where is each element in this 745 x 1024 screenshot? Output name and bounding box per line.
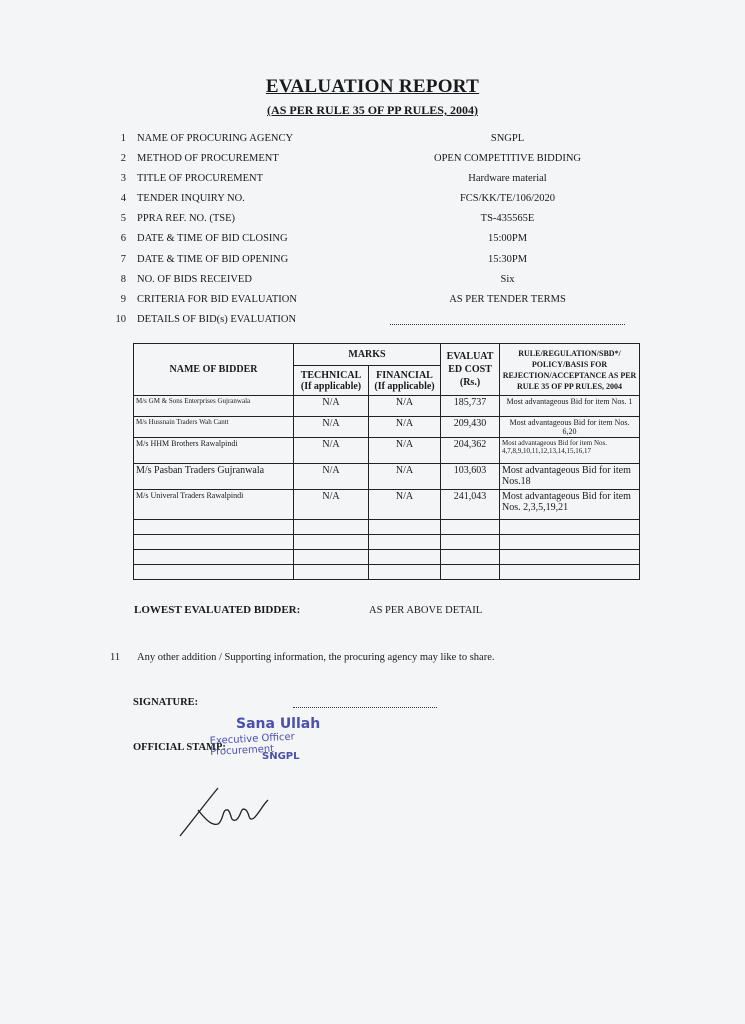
report-title: EVALUATION REPORT	[265, 76, 480, 97]
bid-evaluation-table	[133, 343, 640, 580]
field-label: DATE & TIME OF BID CLOSING	[137, 233, 288, 244]
financial-mark: N/A	[369, 438, 441, 464]
field-number: 7	[120, 254, 126, 265]
header-rule-basis: RULE/REGULATION/SBD*/ POLICY/BASIS FOR REJECTION/ACCEPTANCE AS PER RULE 35 OF PP RULES, 2004	[500, 344, 640, 396]
field-row-ppra-ref	[0, 213, 745, 231]
field-label: NO. OF BIDS RECEIVED	[137, 274, 252, 285]
stamp-designation: Executive Officer Procurement	[209, 731, 296, 758]
field-number: 2	[120, 153, 126, 164]
bidder-name: M/s GM & Sons Enterprises Gujranwala	[134, 396, 294, 417]
financial-mark: N/A	[369, 490, 441, 520]
field-number: 3	[120, 173, 126, 184]
basis: Most advantageous Bid for item Nos. 1	[500, 396, 640, 417]
signature-label: SIGNATURE:	[133, 697, 199, 708]
bidder-name: M/s Pasban Traders Gujranwala	[134, 464, 294, 490]
header-technical-label: TECHNICAL	[300, 369, 362, 381]
basis: Most advantageous Bid for item Nos. 4,7,8,9,10,11,12,13,14,15,16,17	[500, 438, 640, 464]
field-number: 4	[120, 193, 126, 204]
field-label: NAME OF PROCURING AGENCY	[137, 133, 294, 144]
field-number: 10	[115, 314, 126, 325]
field-number: 11	[110, 652, 121, 663]
field-value: FCS/KK/TE/106/2020	[459, 193, 556, 204]
field-number: 6	[120, 233, 126, 244]
field-label: PPRA REF. NO. (TSE)	[137, 213, 236, 224]
table-row-empty	[134, 565, 640, 580]
header-bidder: NAME OF BIDDER	[134, 344, 294, 396]
header-cost-line-2: ED COST	[448, 364, 492, 375]
field-row-title	[0, 173, 745, 191]
header-technical	[294, 366, 369, 396]
additional-info-label: Any other addition / Supporting information, the procuring agency may like to share.	[137, 652, 495, 663]
basis: Most advantageous Bid for item Nos. 2,3,5,19,21	[500, 490, 640, 520]
table-row	[134, 438, 640, 464]
lowest-bidder-label: LOWEST EVALUATED BIDDER:	[134, 604, 301, 616]
header-financial-label: FINANCIAL	[376, 369, 433, 381]
field-label: DATE & TIME OF BID OPENING	[137, 254, 289, 265]
financial-mark: N/A	[369, 396, 441, 417]
lowest-bidder-value: AS PER ABOVE DETAIL	[369, 605, 483, 616]
stamp-org: SNGPL	[262, 751, 300, 762]
field-value: AS PER TENDER TERMS	[449, 294, 566, 305]
bidder-name: M/s Univeral Traders Rawalpindi	[134, 490, 294, 520]
technical-mark: N/A	[294, 438, 369, 464]
field-value: Six	[500, 274, 515, 285]
field-value: TS-435565E	[480, 213, 535, 224]
field-row-bid-closing	[0, 233, 745, 251]
table-row-empty	[134, 550, 640, 565]
field-row-procuring-agency	[0, 133, 745, 151]
technical-mark: N/A	[294, 490, 369, 520]
field-value: 15:00PM	[487, 233, 528, 244]
technical-mark: N/A	[294, 417, 369, 438]
field-value: SNGPL	[490, 133, 525, 144]
field-row-bid-opening	[0, 254, 745, 272]
field-label: TITLE OF PROCUREMENT	[137, 173, 263, 184]
field-row-bids-received	[0, 274, 745, 292]
header-financial-sub: (If applicable)	[374, 380, 435, 392]
field-label: METHOD OF PROCUREMENT	[137, 153, 279, 164]
financial-mark: N/A	[369, 417, 441, 438]
field-number: 8	[120, 274, 126, 285]
field-row-evaluation-details	[0, 314, 745, 332]
table-row	[134, 417, 640, 438]
field-value: 15:30PM	[487, 254, 528, 265]
bidder-name: M/s HHM Brothers Rawalpindi	[134, 438, 294, 464]
field-value: Hardware material	[468, 173, 547, 184]
header-evaluated-cost	[441, 344, 500, 396]
field-value: OPEN COMPETITIVE BIDDING	[434, 153, 581, 164]
field-label: CRITERIA FOR BID EVALUATION	[137, 294, 297, 305]
table-row-empty	[134, 535, 640, 550]
header-marks: MARKS	[294, 344, 441, 366]
header-technical-sub: (If applicable)	[300, 380, 362, 392]
bidder-name: M/s Hussnain Traders Wah Cantt	[134, 417, 294, 438]
evaluated-cost: 103,603	[441, 464, 500, 490]
field-row-method	[0, 153, 745, 171]
table-row	[134, 396, 640, 417]
report-subtitle: (AS PER RULE 35 OF PP RULES, 2004)	[267, 103, 478, 117]
financial-mark: N/A	[369, 464, 441, 490]
field-number: 5	[120, 213, 126, 224]
handwritten-signature	[178, 780, 288, 842]
basis: Most advantageous Bid for item Nos.18	[500, 464, 640, 490]
table-row-empty	[134, 520, 640, 535]
evaluated-cost: 204,362	[441, 438, 500, 464]
evaluated-cost: 185,737	[441, 396, 500, 417]
official-stamp-label: OFFICIAL STAMP:	[133, 742, 226, 753]
field-label: TENDER INQUIRY NO.	[137, 193, 245, 204]
table-row	[134, 490, 640, 520]
official-stamp	[200, 716, 360, 770]
field-label: DETAILS OF BID(s) EVALUATION	[137, 314, 297, 325]
field-row-tender-inquiry	[0, 193, 745, 211]
technical-mark: N/A	[294, 396, 369, 417]
field-number: 1	[120, 133, 126, 144]
basis: Most advantageous Bid for item Nos. 6,20	[500, 417, 640, 438]
field-value-dotted-line	[390, 314, 625, 325]
table-row	[134, 464, 640, 490]
evaluated-cost: 241,043	[441, 490, 500, 520]
field-row-criteria	[0, 294, 745, 312]
header-financial	[369, 366, 441, 396]
stamp-name: Sana Ullah	[236, 716, 321, 732]
field-number: 9	[120, 294, 126, 305]
technical-mark: N/A	[294, 464, 369, 490]
header-cost-line-1: EVALUAT	[446, 351, 494, 362]
signature-dotted-line	[293, 698, 437, 708]
header-cost-line-3: (Rs.)	[459, 377, 481, 388]
evaluated-cost: 209,430	[441, 417, 500, 438]
